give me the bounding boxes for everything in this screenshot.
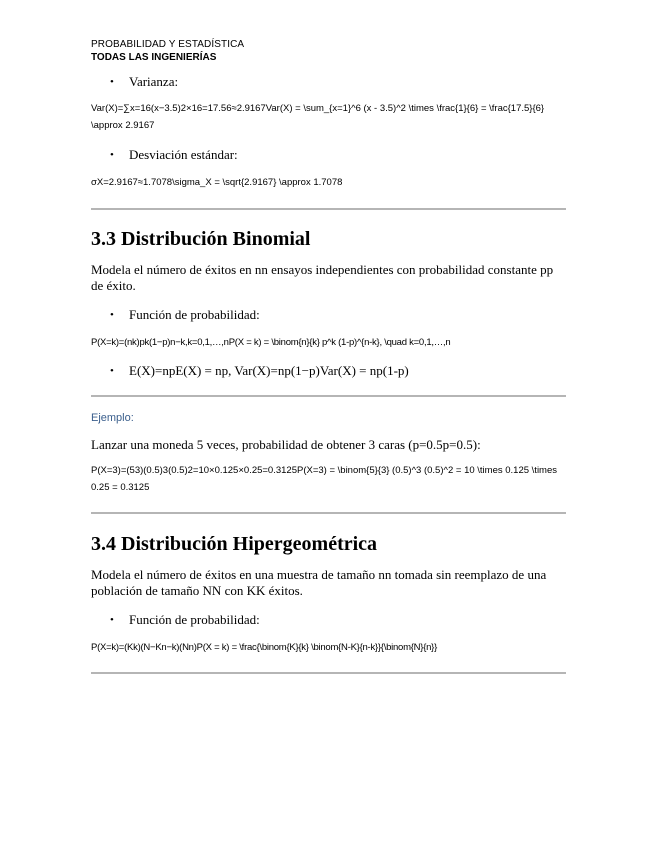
- hiper-description: Modela el número de éxitos en una muestra de tamaño nn tomada sin reemplazo de una población de tamaño NN con KK éxitos.: [91, 567, 547, 598]
- bullet-esperanza: [91, 363, 566, 379]
- funcion-hiper-formula: P(X=k)=(Kk)(N−Kn−k)(Nn)P(X = k) = \frac{\binom{K}{k} \binom{N-K}{n-k}}{\binom{N}{n}}: [91, 642, 437, 653]
- bullet-glyph: •: [110, 76, 114, 88]
- header-audience: TODAS LAS INGENIERÍAS: [91, 52, 217, 63]
- section-divider: [91, 395, 566, 397]
- ejemplo-text: Lanzar una moneda 5 veces, probabilidad de obtener 3 caras (p=0.5p=0.5):: [91, 437, 481, 452]
- bullet-glyph: •: [110, 365, 114, 377]
- heading-hipergeometrica: 3.4 Distribución Hipergeométrica: [91, 533, 378, 555]
- varianza-label: Varianza:: [129, 74, 179, 89]
- varianza-formula: Var(X)=∑x=16(x−3.5)2×16=17.56≈2.9167Var(X) = \sum_{x=1}^6 (x - 3.5)^2 \times \frac{1}{6} = \frac{17.5}{6} \approx 2.9167: [91, 103, 545, 131]
- funcion-hiper-label: Función de probabilidad:: [129, 612, 260, 627]
- bullet-funcion-binomial: [91, 307, 566, 323]
- heading-binomial: 3.3 Distribución Binomial: [91, 228, 311, 250]
- bullet-desviacion: [91, 147, 566, 163]
- bullet-varianza: [91, 74, 566, 90]
- desviacion-label: Desviación estándar:: [129, 147, 238, 162]
- bullet-glyph: •: [110, 149, 114, 161]
- ejemplo-formula: P(X=3)=(53)(0.5)3(0.5)2=10×0.125×0.25=0.3125P(X=3) = \binom{5}{3} (0.5)^3 (0.5)^2 = 10 \times 0.125 \times 0.25 = 0.3125: [91, 465, 558, 493]
- bullet-funcion-hiper: [91, 612, 566, 628]
- esperanza-text: E(X)=npE(X) = np, Var(X)=np(1−p)Var(X) = np(1-p): [129, 363, 409, 378]
- section-divider: [91, 672, 566, 674]
- ejemplo-label: Ejemplo:: [91, 412, 134, 424]
- section-divider: [91, 208, 566, 210]
- funcion-binomial-formula: P(X=k)=(nk)pk(1−p)n−k,k=0,1,…,nP(X = k) = \binom{n}{k} p^k (1-p)^{n-k}, \quad k=0,1,…,n: [91, 337, 451, 348]
- header-course: PROBABILIDAD Y ESTADÍSTICA: [91, 39, 245, 50]
- funcion-binomial-label: Función de probabilidad:: [129, 307, 260, 322]
- binomial-description: Modela el número de éxitos en nn ensayos independientes con probabilidad constante pp de éxito.: [91, 262, 554, 293]
- section-divider: [91, 512, 566, 514]
- document-page: [91, 38, 566, 674]
- desviacion-formula: σX=2.9167≈1.7078\sigma_X = \sqrt{2.9167} \approx 1.7078: [91, 177, 343, 188]
- bullet-glyph: •: [110, 614, 114, 626]
- bullet-glyph: •: [110, 309, 114, 321]
